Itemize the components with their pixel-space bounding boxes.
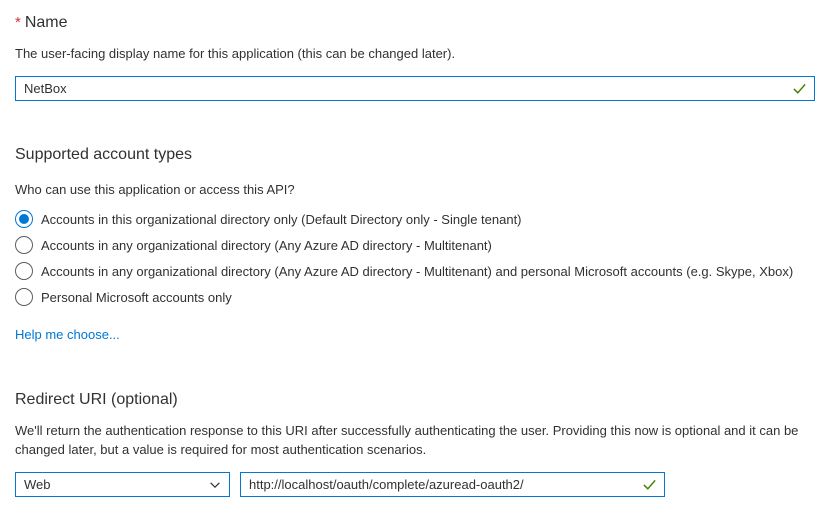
redirect-uri-description: We'll return the authentication response to this URI after successfully authenticating the user. Providing this now is optional and it can be changed later, but a value is required for most authentication scenarios. — [15, 423, 799, 457]
radio-option-label: Accounts in any organizational directory (Any Azure AD directory - Multitenant) — [41, 237, 492, 253]
platform-select-value: Web — [24, 477, 51, 492]
radio-icon[interactable] — [15, 262, 33, 280]
radio-icon[interactable] — [15, 288, 33, 306]
redirect-uri-input-wrapper — [240, 472, 665, 497]
name-input-wrapper — [15, 76, 815, 101]
radio-icon[interactable] — [15, 210, 33, 228]
name-input[interactable] — [16, 77, 814, 100]
radio-option-label: Personal Microsoft accounts only — [41, 289, 232, 305]
account-types-radio-group — [15, 206, 815, 310]
redirect-uri-input[interactable] — [241, 473, 664, 496]
radio-option-label: Accounts in this organizational directory only (Default Directory only - Single tenant) — [41, 211, 522, 227]
name-section-title — [15, 12, 815, 33]
radio-option-multitenant-personal[interactable] — [15, 258, 815, 284]
required-marker: * — [15, 14, 21, 31]
supported-account-types-title: Supported account types — [15, 146, 193, 163]
name-description: The user-facing display name for this application (this can be changed later). — [15, 46, 456, 61]
account-types-question: Who can use this application or access this API? — [15, 182, 295, 197]
radio-option-personal-only[interactable] — [15, 284, 815, 310]
redirect-uri-row — [15, 472, 815, 497]
name-title-text: Name — [24, 14, 68, 31]
help-me-choose-link[interactable]: Help me choose... — [15, 327, 120, 342]
radio-option-multitenant[interactable] — [15, 232, 815, 258]
redirect-uri-title: Redirect URI (optional) — [15, 391, 178, 408]
radio-option-label: Accounts in any organizational directory (Any Azure AD directory - Multitenant) and personal Microsoft accounts (e.g. Skype, Xbox) — [41, 263, 794, 279]
chevron-down-icon — [208, 478, 222, 492]
radio-option-single-tenant[interactable] — [15, 206, 815, 232]
radio-icon[interactable] — [15, 236, 33, 254]
platform-select[interactable] — [15, 472, 230, 497]
